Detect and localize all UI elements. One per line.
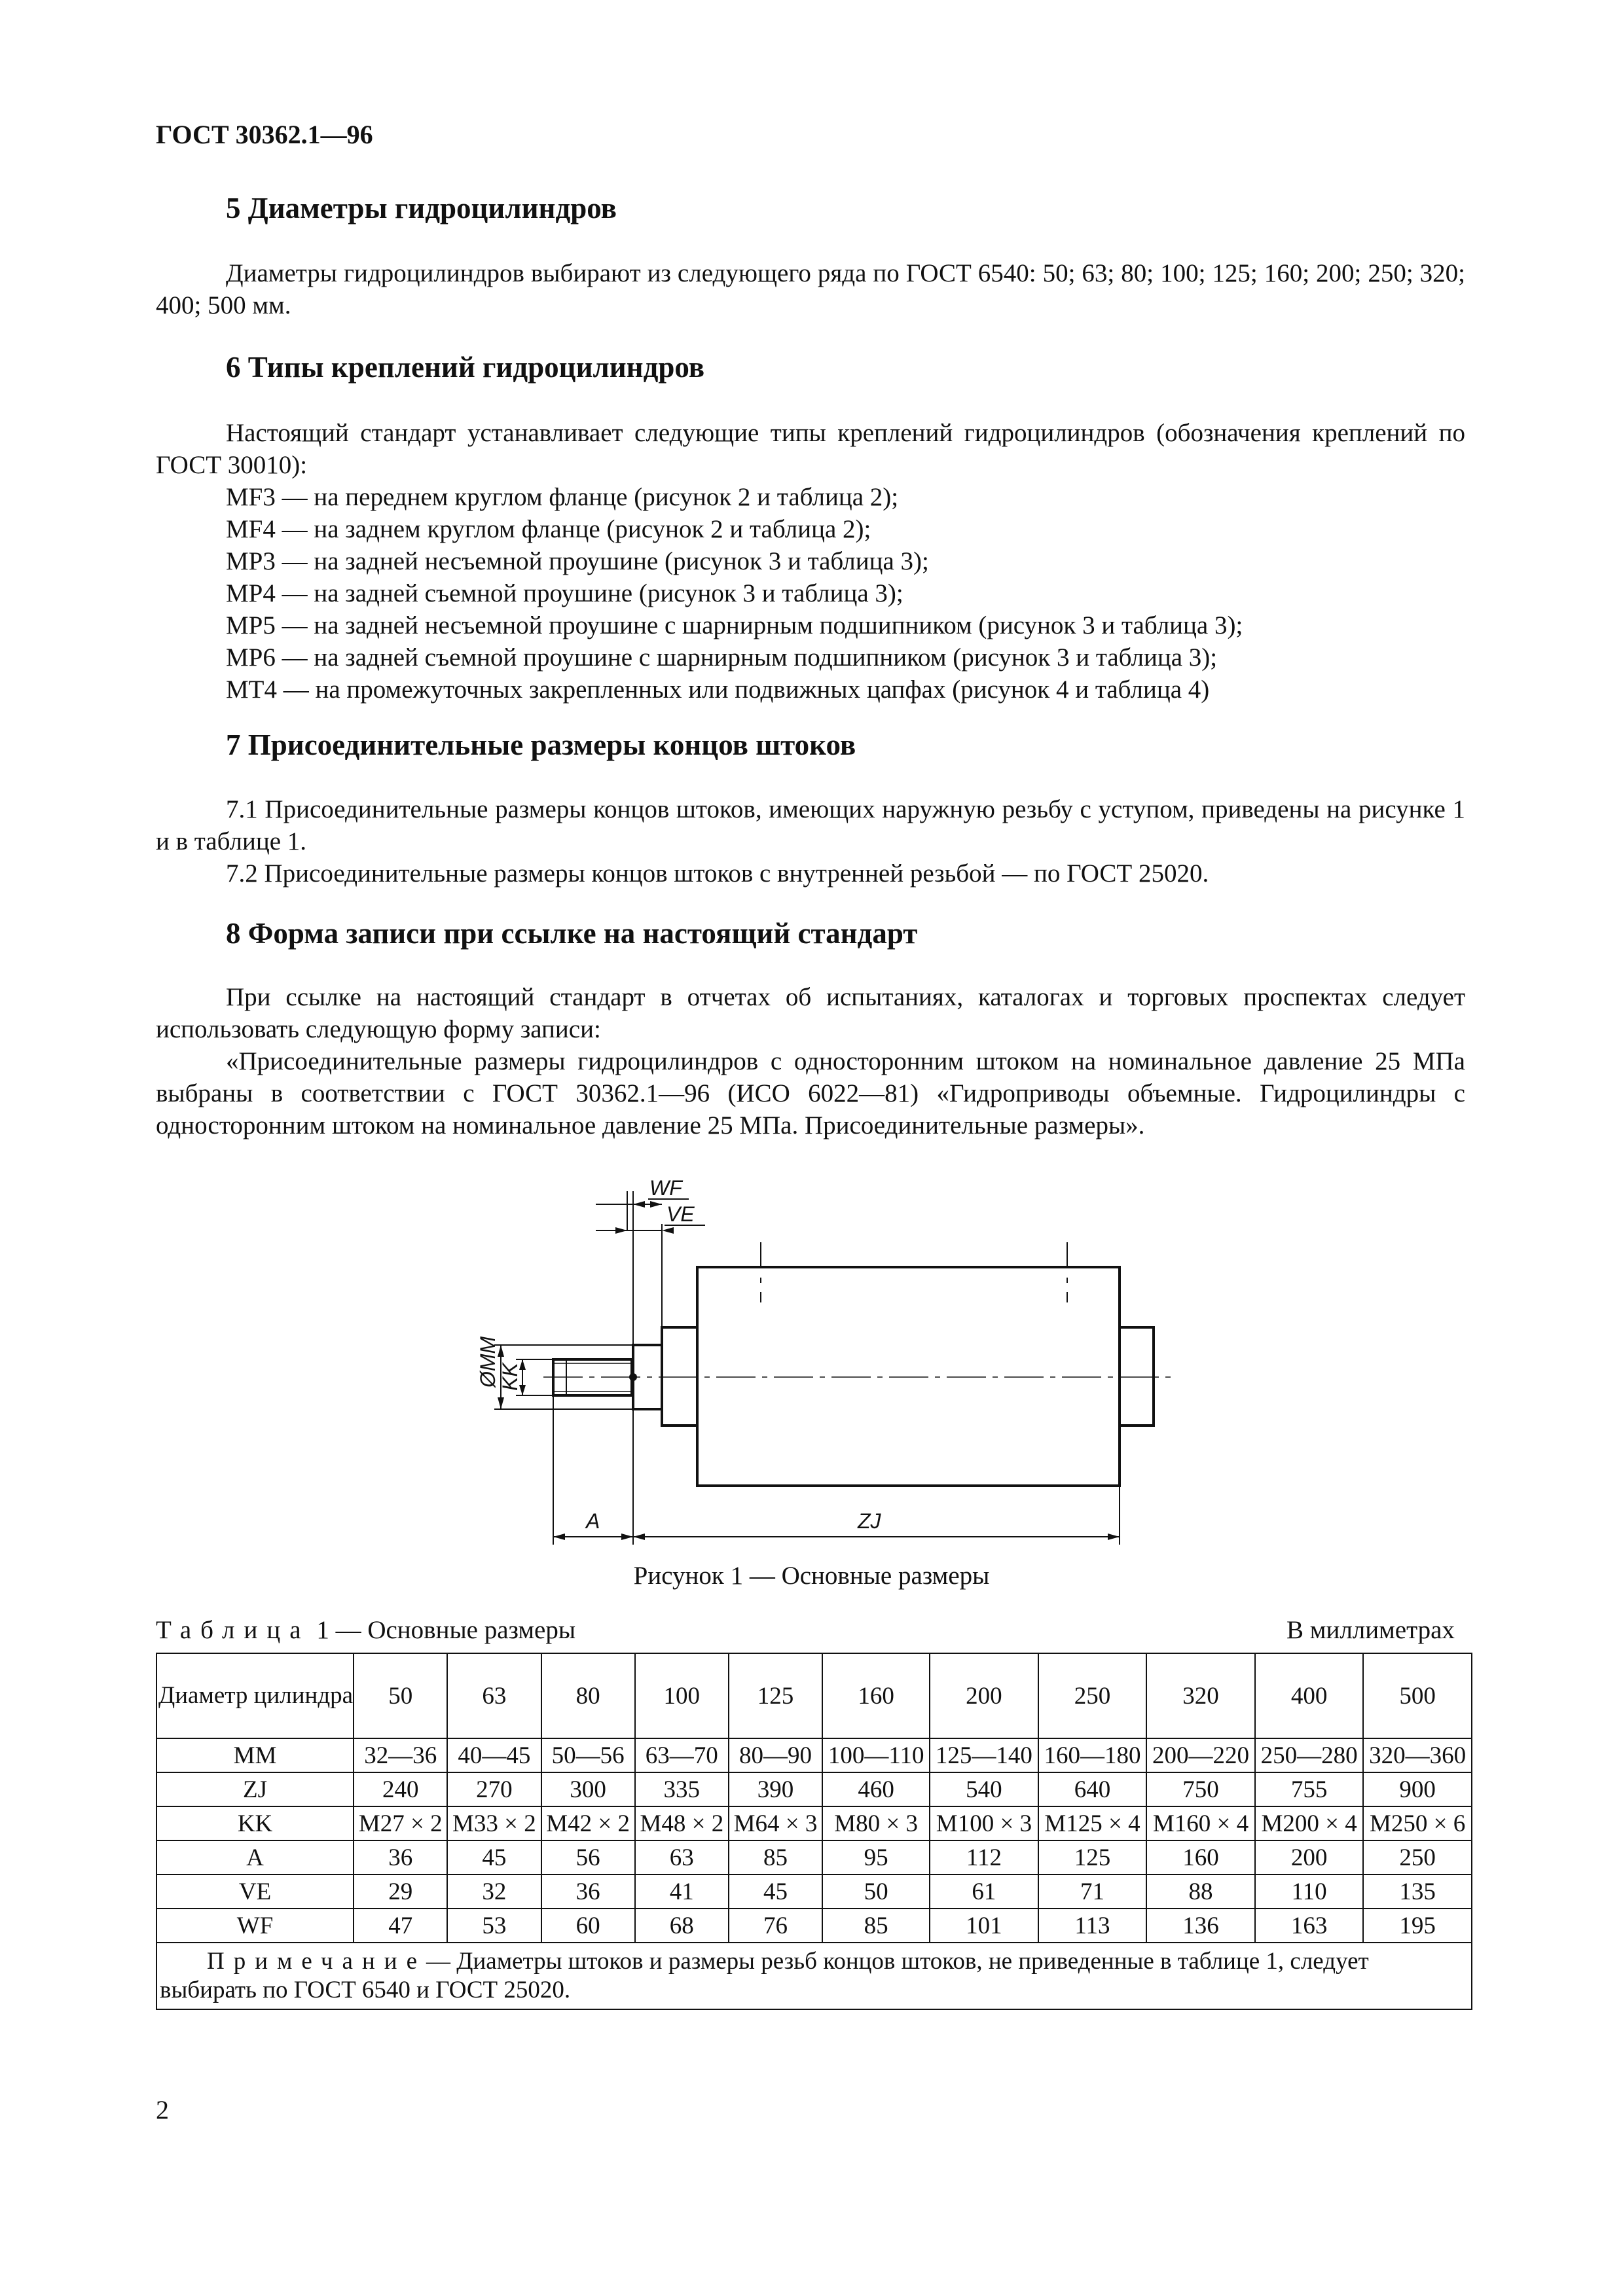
- table-cell: 460: [822, 1772, 930, 1806]
- table-cell: 95: [822, 1840, 930, 1874]
- table-cell: M64 × 3: [729, 1806, 822, 1840]
- table-head-cell: 200: [930, 1653, 1038, 1738]
- table-cell: 640: [1038, 1772, 1147, 1806]
- section-6-title: 6 Типы креплений гидроцилиндров: [226, 351, 705, 384]
- dim-label-ve: VE: [666, 1202, 695, 1226]
- table-cell: 36: [541, 1874, 635, 1909]
- table-row: [156, 1840, 1472, 1874]
- dim-label-kk: KK: [498, 1363, 522, 1391]
- table-cell: 240: [354, 1772, 447, 1806]
- table-head-cell: 320: [1146, 1653, 1255, 1738]
- table-cell: 53: [447, 1909, 541, 1943]
- table-cell: 250—280: [1255, 1738, 1364, 1772]
- table-header-row: [156, 1653, 1472, 1738]
- section-8-paragraph-1: При ссылке на настоящий стандарт в отчетах об испытаниях, каталогах и торговых проспектах следует использовать следующую форму записи:: [156, 983, 1465, 1043]
- table-caption-rest: 1 — Основные размеры: [310, 1616, 576, 1644]
- table-cell: M250 × 6: [1363, 1806, 1472, 1840]
- table-cell: 195: [1363, 1909, 1472, 1943]
- table-cell: 112: [930, 1840, 1038, 1874]
- table-cell: 200—220: [1146, 1738, 1255, 1772]
- table-cell: 63: [635, 1840, 729, 1874]
- table-cell: 80—90: [729, 1738, 822, 1772]
- table-cell: M27 × 2: [354, 1806, 447, 1840]
- section-7-paragraph-1: 7.1 Присоединительные размеры концов штоков, имеющих наружную резьбу с уступом, приведены на рисунке 1 и в таблице 1.: [156, 795, 1465, 855]
- table-row: [156, 1806, 1472, 1840]
- section-6-paragraph: Настоящий стандарт устанавливает следующие типы креплений гидроцилиндров (обозначения креплений по ГОСТ 30010):: [156, 419, 1465, 479]
- section-8-paragraph-2: «Присоединительные размеры гидроцилиндров с односторонним штоком на номинальное давление 25 МПа выбраны в соответствии с ГОСТ 30362.1—96 (ИСО 6022—81) «Гидроприводы объемные. Гидроцилиндры с односторонним штоком на номинальное давление 25 МПа. Присоединительные размеры».: [156, 1047, 1465, 1139]
- dim-label-mm: ØMM: [476, 1336, 500, 1388]
- table-cell: M100 × 3: [930, 1806, 1038, 1840]
- table-cell: 125—140: [930, 1738, 1038, 1772]
- table-cell: 160: [1146, 1840, 1255, 1874]
- dim-label-zj: ZJ: [858, 1509, 881, 1533]
- section-5-title: 5 Диаметры гидроцилиндров: [226, 192, 617, 224]
- table-head-cell: 160: [822, 1653, 930, 1738]
- row-label: ZJ: [156, 1772, 354, 1806]
- list-item: MF4 — на заднем круглом фланце (рисунок 2 и таблица 2);: [226, 515, 871, 543]
- cylinder-rear-cap: [1120, 1327, 1154, 1426]
- table-caption: [156, 1615, 575, 1645]
- table-head-cell: 50: [354, 1653, 447, 1738]
- mount-types-list: [226, 481, 1243, 706]
- table-cell: 160—180: [1038, 1738, 1147, 1772]
- list-item: MP3 — на задней несъемной проушине (рисунок 3 и таблица 3);: [226, 547, 929, 575]
- table-cell: 88: [1146, 1874, 1255, 1909]
- table-note: [156, 1943, 1472, 2009]
- table-cell: 200: [1255, 1840, 1364, 1874]
- table-head-cell: 125: [729, 1653, 822, 1738]
- list-item: MT4 — на промежуточных закрепленных или подвижных цапфах (рисунок 4 и таблица 4): [226, 675, 1210, 704]
- table-cell: 136: [1146, 1909, 1255, 1943]
- table-cell: 60: [541, 1909, 635, 1943]
- table-cell: 45: [729, 1874, 822, 1909]
- table-caption-prefix: Таблица: [156, 1616, 310, 1644]
- note-prefix: Примечание: [207, 1948, 426, 1975]
- page-number: 2: [156, 2095, 169, 2125]
- section-5-text: [156, 257, 1465, 321]
- row-label: MM: [156, 1738, 354, 1772]
- table-head-label: Диаметр цилиндра: [156, 1653, 354, 1738]
- table-cell: M80 × 3: [822, 1806, 930, 1840]
- table-cell: M200 × 4: [1255, 1806, 1364, 1840]
- table-cell: 32: [447, 1874, 541, 1909]
- table-cell: 755: [1255, 1772, 1364, 1806]
- table-cell: 61: [930, 1874, 1038, 1909]
- table-row: [156, 1772, 1472, 1806]
- table-row: [156, 1909, 1472, 1943]
- table-cell: 270: [447, 1772, 541, 1806]
- table-cell: 110: [1255, 1874, 1364, 1909]
- table-head-cell: 400: [1255, 1653, 1364, 1738]
- dim-label-wf: WF: [649, 1176, 682, 1200]
- figure-caption: Рисунок 1 — Основные размеры: [633, 1562, 990, 1590]
- table-row: [156, 1874, 1472, 1909]
- table-cell: 163: [1255, 1909, 1364, 1943]
- table-cell: M33 × 2: [447, 1806, 541, 1840]
- table-cell: M160 × 4: [1146, 1806, 1255, 1840]
- table-cell: 50—56: [541, 1738, 635, 1772]
- table-head-cell: 250: [1038, 1653, 1147, 1738]
- table-cell: 36: [354, 1840, 447, 1874]
- table-cell: M125 × 4: [1038, 1806, 1147, 1840]
- table-unit: В миллиметрах: [1286, 1616, 1455, 1644]
- dimensions-table: [156, 1653, 1472, 2010]
- row-label: KK: [156, 1806, 354, 1840]
- cylinder-front-head: [662, 1327, 697, 1426]
- list-item: MF3 — на переднем круглом фланце (рисунок 2 и таблица 2);: [226, 483, 899, 511]
- table-cell: 750: [1146, 1772, 1255, 1806]
- row-label: A: [156, 1840, 354, 1874]
- table-cell: 40—45: [447, 1738, 541, 1772]
- table-cell: 50: [822, 1874, 930, 1909]
- section-6-intro: [156, 417, 1465, 481]
- table-row: [156, 1738, 1472, 1772]
- table-cell: M48 × 2: [635, 1806, 729, 1840]
- section-7-paragraph-2: 7.2 Присоединительные размеры концов штоков с внутренней резьбой — по ГОСТ 25020.: [226, 859, 1209, 888]
- table-cell: 125: [1038, 1840, 1147, 1874]
- table-head-cell: 500: [1363, 1653, 1472, 1738]
- section-7-text: [156, 793, 1465, 889]
- doc-header: ГОСТ 30362.1—96: [156, 120, 373, 149]
- list-item: MP4 — на задней съемной проушине (рисунок 3 и таблица 3);: [226, 579, 903, 607]
- table-cell: M42 × 2: [541, 1806, 635, 1840]
- table-cell: 250: [1363, 1840, 1472, 1874]
- table-cell: 32—36: [354, 1738, 447, 1772]
- cylinder-drawing: [445, 1165, 1198, 1558]
- table-cell: 45: [447, 1840, 541, 1874]
- section-5-paragraph: Диаметры гидроцилиндров выбирают из следующего ряда по ГОСТ 6540: 50; 63; 80; 100; 125; 160; 200; 250; 320; 400; 500 мм.: [156, 259, 1465, 319]
- table-cell: 56: [541, 1840, 635, 1874]
- table-cell: 135: [1363, 1874, 1472, 1909]
- table-cell: 540: [930, 1772, 1038, 1806]
- table-cell: 85: [822, 1909, 930, 1943]
- list-item: MP6 — на задней съемной проушине с шарнирным подшипником (рисунок 3 и таблица 3);: [226, 643, 1218, 672]
- section-8-text: [156, 981, 1465, 1141]
- row-label: WF: [156, 1909, 354, 1943]
- table-cell: 100—110: [822, 1738, 930, 1772]
- table-cell: 76: [729, 1909, 822, 1943]
- table-cell: 29: [354, 1874, 447, 1909]
- note-text: — Диаметры штоков и размеры резьб концов штоков, не приведенные в таблице 1, следует выбирать по ГОСТ 6540 и ГОСТ 25020.: [160, 1948, 1369, 2003]
- table-cell: 101: [930, 1909, 1038, 1943]
- table-head-cell: 63: [447, 1653, 541, 1738]
- table-cell: 113: [1038, 1909, 1147, 1943]
- row-label: VE: [156, 1874, 354, 1909]
- table-cell: 900: [1363, 1772, 1472, 1806]
- table-cell: 68: [635, 1909, 729, 1943]
- table-cell: 63—70: [635, 1738, 729, 1772]
- table-cell: 47: [354, 1909, 447, 1943]
- dim-label-a: A: [586, 1509, 600, 1533]
- section-7-title: 7 Присоединительные размеры концов штоков: [226, 728, 856, 761]
- table-cell: 390: [729, 1772, 822, 1806]
- table-note-row: [156, 1943, 1472, 2009]
- list-item: MP5 — на задней несъемной проушине с шарнирным подшипником (рисунок 3 и таблица 3);: [226, 611, 1243, 639]
- table-cell: 71: [1038, 1874, 1147, 1909]
- table-cell: 300: [541, 1772, 635, 1806]
- table-head-cell: 100: [635, 1653, 729, 1738]
- table-cell: 335: [635, 1772, 729, 1806]
- table-cell: 85: [729, 1840, 822, 1874]
- table-cell: 320—360: [1363, 1738, 1472, 1772]
- section-8-title: 8 Форма записи при ссылке на настоящий стандарт: [226, 917, 918, 950]
- table-cell: 41: [635, 1874, 729, 1909]
- table-head-cell: 80: [541, 1653, 635, 1738]
